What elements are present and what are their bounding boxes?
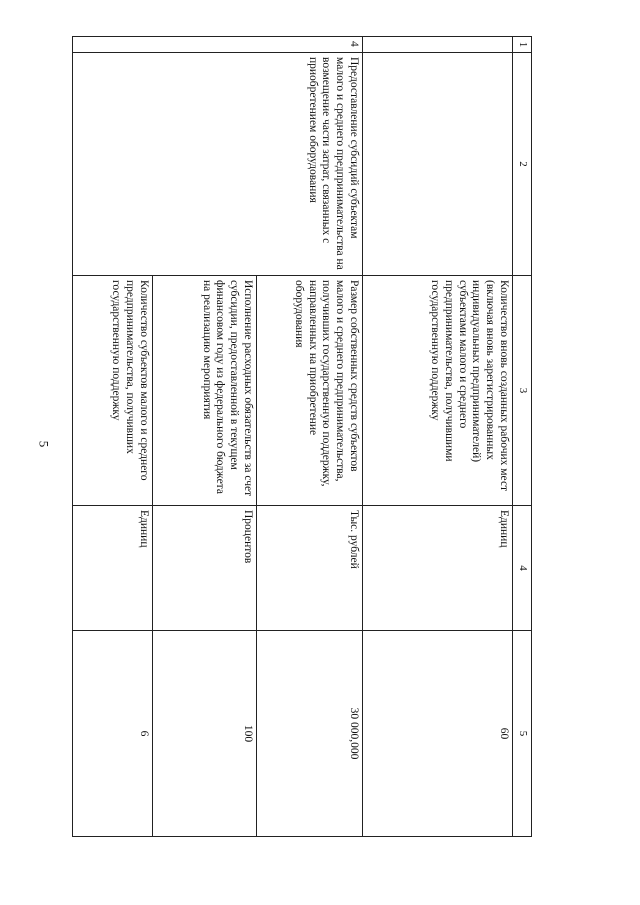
page-number: 5 bbox=[36, 440, 52, 448]
indicator-cell: Количество вновь созданных рабочих мест (включая вновь зарегистрированных индивидуальных предпринимателей) субъектами малого и среднего предпринимательства, получившими государственную поддержку bbox=[363, 276, 513, 506]
indicators-table bbox=[72, 36, 532, 837]
measure-cell bbox=[363, 53, 513, 276]
header-col-3: 3 bbox=[513, 276, 532, 506]
row-number-cell: 4 bbox=[73, 37, 363, 53]
header-col-5: 5 bbox=[513, 631, 532, 837]
unit-cell: Процентов bbox=[153, 506, 257, 631]
value-cell: 60 bbox=[363, 631, 513, 837]
header-row bbox=[513, 37, 532, 837]
header-col-2: 2 bbox=[513, 53, 532, 276]
table-row bbox=[363, 37, 513, 837]
table-row bbox=[257, 37, 363, 837]
unit-cell: Единиц bbox=[73, 506, 153, 631]
header-col-1: 1 bbox=[513, 37, 532, 53]
row-number-cell bbox=[363, 37, 513, 53]
indicator-cell: Размер собственных средств субъектов малого и среднего предпринимательства, получивших государственную поддержку, направленных на приобретение оборудования bbox=[257, 276, 363, 506]
value-cell: 100 bbox=[153, 631, 257, 837]
table-container bbox=[72, 36, 532, 836]
value-cell: 30 000,000 bbox=[257, 631, 363, 837]
value-cell: 6 bbox=[73, 631, 153, 837]
header-col-4: 4 bbox=[513, 506, 532, 631]
measure-cell: Предоставление субсидий субъектам малого и среднего предпринимательства на возмещение части затрат, связанных с приобретением оборудования bbox=[73, 53, 363, 276]
indicator-cell: Исполнение расходных обязательств за счет субсидии, предоставленной в текущем финансовом году из федерального бюджета на реализацию мероприятия bbox=[153, 276, 257, 506]
unit-cell: Единиц bbox=[363, 506, 513, 631]
indicator-cell: Количество субъектов малого и среднего предпринимательства, получивших государственную поддержку bbox=[73, 276, 153, 506]
unit-cell: Тыс. рублей bbox=[257, 506, 363, 631]
